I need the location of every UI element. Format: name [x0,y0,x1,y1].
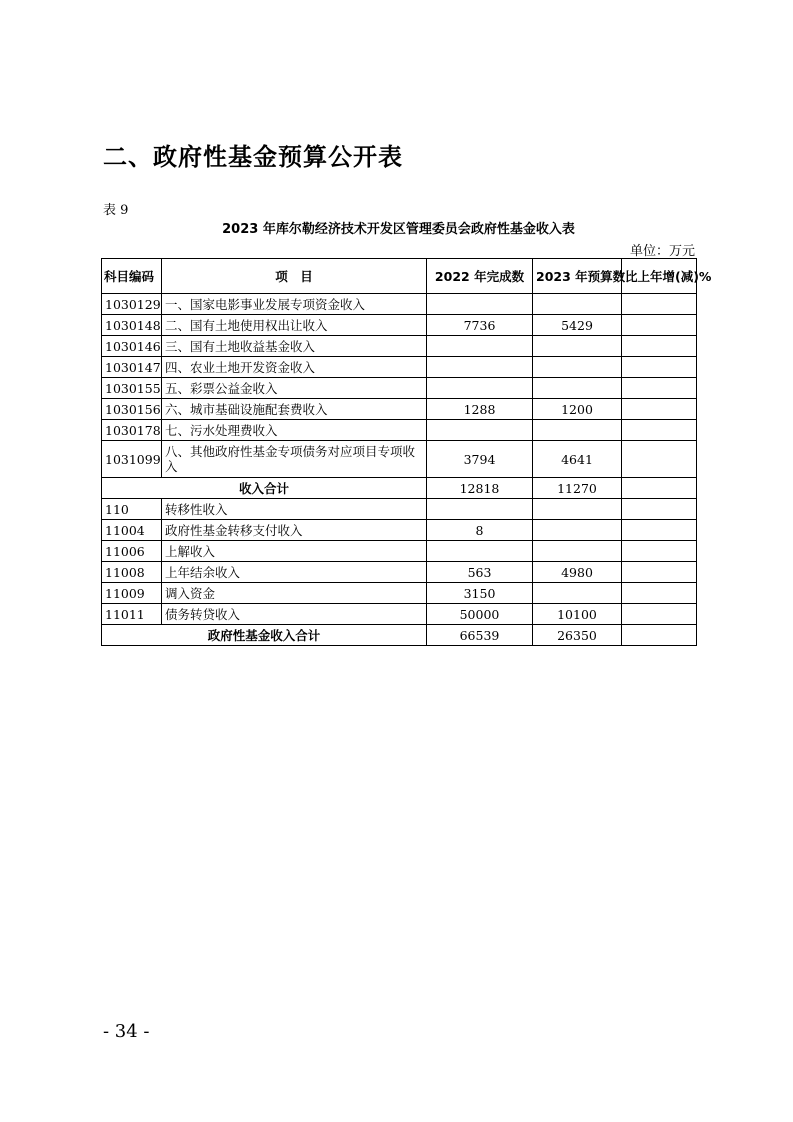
row-item: 六、城市基础设施配套费收入 [162,399,427,420]
row-change [622,583,697,604]
income-total-actual-2022: 12818 [427,478,533,499]
row-actual-2022: 50000 [427,604,533,625]
row-budget-2023 [533,499,622,520]
row-budget-2023 [533,336,622,357]
row-item: 八、其他政府性基金专项债务对应项目专项收入 [162,441,427,478]
grand-total-row [102,625,697,646]
row-item: 上年结余收入 [162,562,427,583]
row-actual-2022 [427,378,533,399]
row-code: 11006 [102,541,162,562]
unit-label: 单位：万元 [629,244,695,259]
row-code: 11011 [102,604,162,625]
row-code: 1031099 [102,441,162,478]
row-change [622,562,697,583]
table-row [102,583,697,604]
table-row [102,441,697,478]
row-code: 1030146 [102,336,162,357]
row-item: 调入资金 [162,583,427,604]
row-item: 二、国有土地使用权出让收入 [162,315,427,336]
row-code: 11009 [102,583,162,604]
table-number: 表 9 [103,203,129,218]
table-row [102,315,697,336]
row-code: 1030178 [102,420,162,441]
row-code: 11004 [102,520,162,541]
table-row [102,520,697,541]
row-change [622,420,697,441]
row-budget-2023 [533,294,622,315]
table-header-row [102,259,697,294]
row-actual-2022 [427,336,533,357]
row-budget-2023 [533,583,622,604]
table-row [102,420,697,441]
row-budget-2023: 5429 [533,315,622,336]
row-change [622,294,697,315]
grand-total-label: 政府性基金收入合计 [102,625,427,646]
table-title: 2023 年库尔勒经济技术开发区管理委员会政府性基金收入表 [222,222,575,237]
row-budget-2023 [533,378,622,399]
row-code: 110 [102,499,162,520]
row-item: 政府性基金转移支付收入 [162,520,427,541]
table-row [102,562,697,583]
table-row [102,357,697,378]
row-change [622,399,697,420]
row-change [622,357,697,378]
row-code: 1030129 [102,294,162,315]
row-actual-2022: 3150 [427,583,533,604]
row-actual-2022: 7736 [427,315,533,336]
row-budget-2023 [533,420,622,441]
header-budget-2023: 2023 年预算数 [533,259,622,294]
header-change: 比上年增(减)% [622,259,697,294]
row-change [622,378,697,399]
row-budget-2023 [533,357,622,378]
row-actual-2022: 3794 [427,441,533,478]
header-item: 项 目 [162,259,427,294]
row-actual-2022: 563 [427,562,533,583]
row-actual-2022 [427,294,533,315]
row-actual-2022: 1288 [427,399,533,420]
row-budget-2023: 10100 [533,604,622,625]
row-change [622,520,697,541]
row-budget-2023: 4641 [533,441,622,478]
grand-total-change [622,625,697,646]
row-item: 一、国家电影事业发展专项资金收入 [162,294,427,315]
income-total-label: 收入合计 [102,478,427,499]
table-row [102,378,697,399]
row-code: 1030147 [102,357,162,378]
row-code: 1030148 [102,315,162,336]
row-actual-2022 [427,499,533,520]
grand-total-actual-2022: 66539 [427,625,533,646]
row-item: 转移性收入 [162,499,427,520]
row-item: 七、污水处理费收入 [162,420,427,441]
row-budget-2023: 1200 [533,399,622,420]
income-total-budget-2023: 11270 [533,478,622,499]
income-total-change [622,478,697,499]
row-budget-2023 [533,541,622,562]
row-change [622,315,697,336]
row-actual-2022 [427,420,533,441]
fund-income-table [101,258,712,646]
row-change [622,541,697,562]
row-code: 1030155 [102,378,162,399]
table-row [102,294,697,315]
row-code: 1030156 [102,399,162,420]
header-code: 科目编码 [102,259,162,294]
row-actual-2022 [427,541,533,562]
row-code: 11008 [102,562,162,583]
row-actual-2022 [427,357,533,378]
page-number: - 34 - [103,1021,150,1042]
row-actual-2022: 8 [427,520,533,541]
row-item: 三、国有土地收益基金收入 [162,336,427,357]
row-change [622,441,697,478]
grand-total-budget-2023: 26350 [533,625,622,646]
row-item: 五、彩票公益金收入 [162,378,427,399]
row-budget-2023 [533,520,622,541]
row-budget-2023: 4980 [533,562,622,583]
row-change [622,499,697,520]
row-item: 四、农业土地开发资金收入 [162,357,427,378]
table-row [102,336,697,357]
row-change [622,604,697,625]
table-row [102,541,697,562]
row-item: 上解收入 [162,541,427,562]
section-heading: 二、政府性基金预算公开表 [103,143,403,171]
table-row [102,399,697,420]
row-item: 债务转贷收入 [162,604,427,625]
income-total-row [102,478,697,499]
table-row [102,499,697,520]
row-change [622,336,697,357]
table-row [102,604,697,625]
header-actual-2022: 2022 年完成数 [427,259,533,294]
